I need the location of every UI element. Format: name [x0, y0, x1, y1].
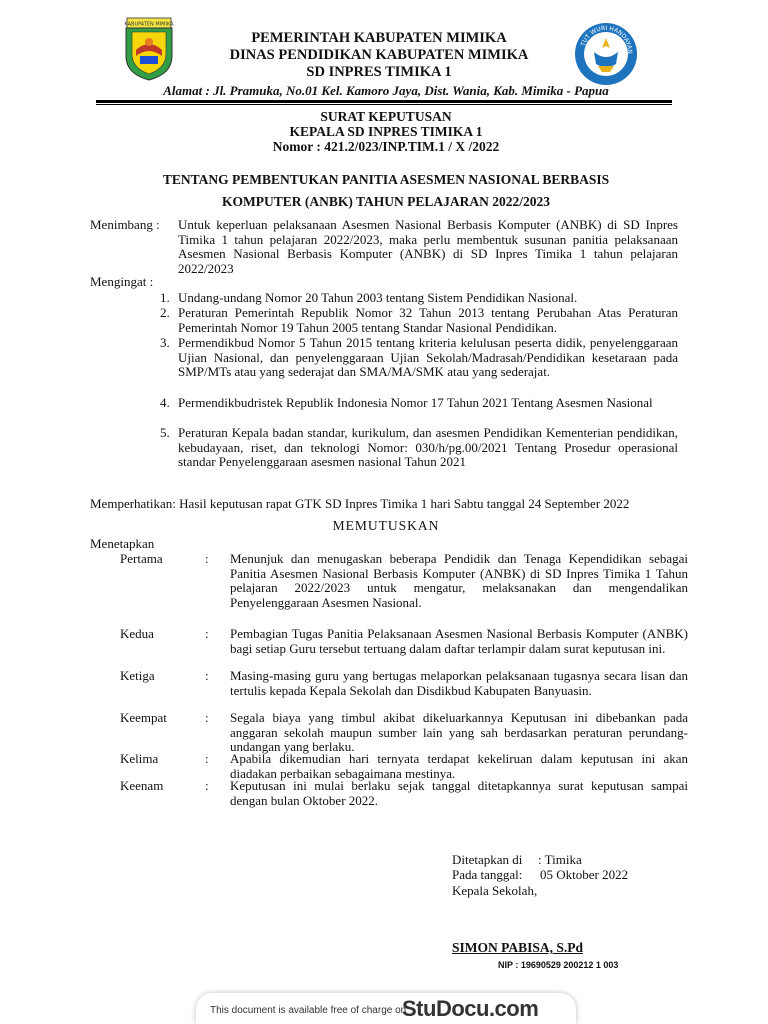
signature-date-label: Pada tanggal: [452, 867, 523, 882]
signature-date-value: 05 Oktober 2022 [540, 867, 629, 882]
signatory-name: SIMON PABISA, S.Pd [452, 940, 584, 955]
header-line-government: PEMERINTAH KABUPATEN MIMIKA [251, 30, 507, 46]
menetapkan-item-text: Keputusan ini mulai berlaku sejak tanggal ditetapkannya surat keputusan sampai dengan bulan Oktober 2022. [230, 778, 688, 808]
mengingat-item-number: 5. [160, 425, 170, 440]
mengingat-item-number: 4. [160, 395, 170, 410]
menetapkan-item-colon: : [205, 626, 209, 641]
decree-number: Nomor : 421.2/023/INP.TIM.1 / X /2022 [272, 139, 500, 154]
signature-place-value: : Timika [538, 852, 582, 867]
header-divider-thick [96, 100, 672, 103]
memutuskan-heading: MEMUTUSKAN [332, 518, 440, 533]
mengingat-item-number: 2. [160, 305, 170, 320]
header-line-department: DINAS PENDIDIKAN KABUPATEN MIMIKA [229, 47, 529, 63]
header-address: Alamat : Jl. Pramuka, No.01 Kel. Kamoro Jaya, Dist. Wania, Kab. Mimika - Papua [163, 83, 609, 98]
menetapkan-item-text: Pembagian Tugas Panitia Pelaksanaan Asesmen Nasional Berbasis Komputer (ANBK) bagi setiap Guru tersebut tertuang dalam daftar terlampir dalam surat keputusan ini. [230, 626, 688, 656]
mengingat-item-text: Undang-undang Nomor 20 Tahun 2003 tentang Sistem Pendidikan Nasional. [178, 290, 578, 305]
menimbang-text: Untuk keperluan pelaksanaan Asesmen Nasional Berbasis Komputer (ANBK) di SD Inpres Timika 1 tahun pelajaran 2022/2023, maka perlu membentuk susunan panitia pelaksanaan Asesmen Nasional Berbasis Komputer (ANBK) di SD Inpres Timika 1 tahun pelajaran 2022/2023 [178, 217, 678, 276]
mengingat-item-number: 3. [160, 335, 170, 350]
signatory-nip: NIP : 19690529 200212 1 003 [498, 960, 619, 970]
mengingat-item-text: Peraturan Kepala badan standar, kurikulum, dan asesmen Pendidikan Kementerian pendidikan, kebudayaan, riset, dan teknologi Nomor: 030/h/pg.00/2021 Tentang Prosedur operasional standar Penyelenggaraan asesmen nasional Tahun 2021 [178, 425, 678, 469]
decree-topic-line1: TENTANG PEMBENTUKAN PANITIA ASESMEN NASIONAL BERBASIS [162, 172, 610, 187]
memperhatikan-text: Memperhatikan: Hasil keputusan rapat GTK SD Inpres Timika 1 hari Sabtu tanggal 24 September 2022 [90, 496, 630, 511]
header-divider-thin [96, 104, 672, 105]
menetapkan-item-label: Kelima [120, 751, 159, 766]
menimbang-label: Menimbang : [90, 217, 160, 232]
tut-wuri-handayani-logo [574, 22, 638, 86]
menetapkan-item-text: Apabila dikemudian hari ternyata terdapat kekeliruan dalam keputusan ini akan diadakan perbaikan sebagaimana mestinya. [230, 751, 688, 781]
menetapkan-item-label: Ketiga [120, 668, 155, 683]
menetapkan-item-text: Segala biaya yang timbul akibat dikeluarkannya Keputusan ini dibebankan pada anggaran sekolah maupun sumber lain yang sah berdasarkan peraturan perundang-undangan yang berlaku. [230, 710, 688, 754]
signature-place-label: Ditetapkan di [452, 852, 523, 867]
menetapkan-item-label: Pertama [120, 551, 163, 566]
menetapkan-item-colon: : [205, 751, 209, 766]
menetapkan-item-text: Masing-masing guru yang bertugas melaporkan pelaksanaan tugasnya secara lisan dan tertulis kepada Kepala Sekolah dan Disdikbud Kabupaten Banyuasin. [230, 668, 688, 698]
menetapkan-item-colon: : [205, 710, 209, 725]
svg-text:TUT WURI HANDAYANI: TUT WURI HANDAYAN [579, 24, 634, 54]
menetapkan-item-colon: : [205, 778, 209, 793]
menetapkan-item-colon: : [205, 551, 209, 566]
menetapkan-item-label: Kedua [120, 626, 154, 641]
menetapkan-item-colon: : [205, 668, 209, 683]
decree-issuer: KEPALA SD INPRES TIMIKA 1 [289, 124, 483, 139]
regency-emblem-logo [122, 16, 176, 82]
decree-topic-line2: KOMPUTER (ANBK) TAHUN PELAJARAN 2022/2023 [221, 194, 550, 209]
mengingat-item-text: Peraturan Pemerintah Republik Nomor 32 Tahun 2013 tentang Perubahan Atas Peraturan Pemerintah Nomor 19 Tahun 2005 tentang Standar Nasional Pendidikan. [178, 305, 678, 335]
menetapkan-item-label: Keenam [120, 778, 164, 793]
signature-role: Kepala Sekolah, [452, 883, 538, 898]
svg-text:KABUPATEN MIMIKA: KABUPATEN MIMIKA [124, 21, 174, 28]
menetapkan-item-text: Menunjuk dan menugaskan beberapa Pendidik dan Tenaga Kependidikan sebagai Panitia Asesmen Nasional Berbasis Komputer (ANBK) di SD Inpres Timika 1 Tahun pelajaran 2022/2023 untuk mengatur, melaksanakan dan mengendalikan Penyelenggaraan Asesmen Nasional. [230, 551, 688, 610]
mengingat-item-text: Permendikbud Nomor 5 Tahun 2015 tentang kriteria kelulusan peserta didik, penyelenggaraan Ujian Nasional, dan penyelenggaraan Ujian Sekolah/Madrasah/Pendidikan kesetaraan pada SMP/MTs atau yang sederajat dan SMA/MA/SMK atau yang sederajat. [178, 335, 678, 379]
menetapkan-label: Menetapkan [90, 536, 155, 551]
mengingat-item-number: 1. [160, 290, 170, 305]
header-line-school: SD INPRES TIMIKA 1 [306, 64, 452, 80]
studocu-footer-text: This document is available free of charge on [210, 1005, 407, 1016]
decree-title: SURAT KEPUTUSAN [320, 109, 452, 124]
mengingat-item-text: Permendikbudristek Republik Indonesia Nomor 17 Tahun 2021 Tentang Asesmen Nasional [178, 395, 653, 410]
menetapkan-item-label: Keempat [120, 710, 167, 725]
studocu-brand-link[interactable]: StuDocu.com [402, 996, 539, 1021]
mengingat-label: Mengingat : [90, 274, 154, 289]
